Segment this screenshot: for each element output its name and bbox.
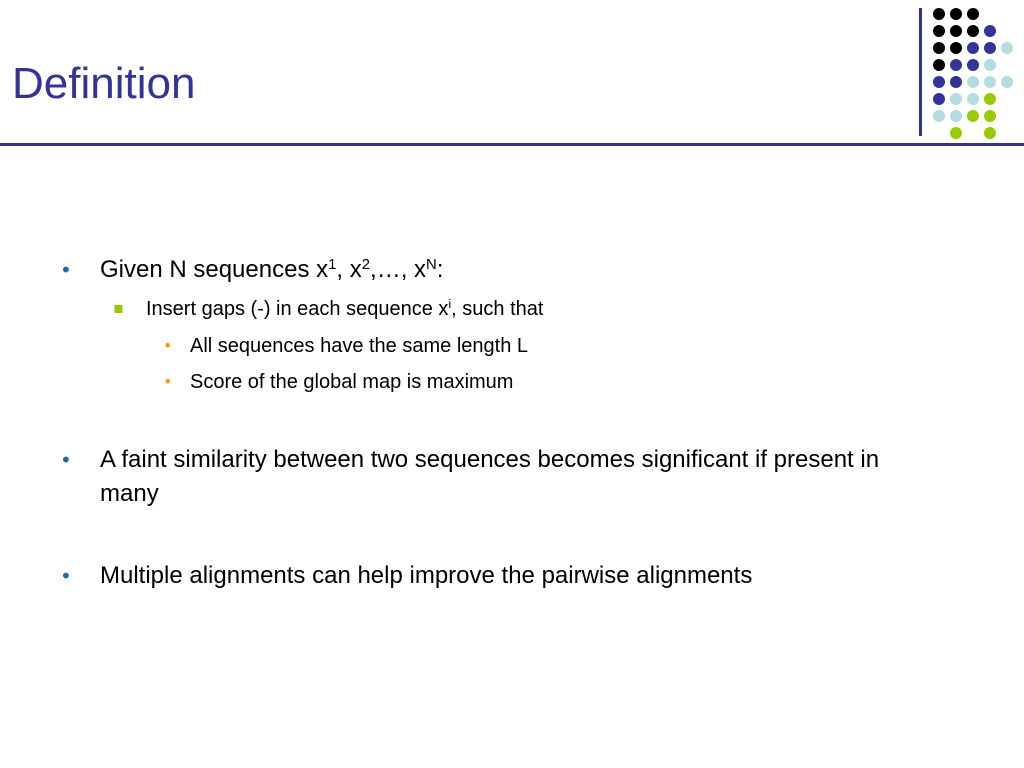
bullet-multiple-alignments: Multiple alignments can help improve the pairwise alignments [100,562,753,589]
square-bullet-icon: ▪ [113,298,124,317]
bullet-score-maximum: Score of the global map is maximum [190,371,514,393]
bullet-same-length: All sequences have the same length L [190,335,528,357]
bullet-insert-gaps [146,295,543,323]
round-bullet-icon: • [163,336,173,355]
round-bullet-icon: • [60,258,72,282]
bullet-faint-similarity: A faint similarity between two sequences becomes significant if present in many [100,446,880,507]
bullet-given-n-sequences [100,253,443,287]
text-segment: , x [336,256,362,283]
text-segment: ,…, x [370,256,427,283]
slide-title: Definition [12,59,196,108]
superscript: 1 [328,256,337,273]
superscript: N [426,256,437,273]
text-segment: Insert gaps (-) in each sequence x [146,298,449,320]
text-segment: : [436,256,444,283]
round-bullet-icon: • [60,448,72,472]
superscript: 2 [361,256,371,273]
text-segment: , such that [451,298,544,320]
superscript: i [448,297,452,312]
round-bullet-icon: • [60,564,72,588]
text-segment: Given N sequences x [100,256,329,283]
round-bullet-icon: • [163,372,173,391]
